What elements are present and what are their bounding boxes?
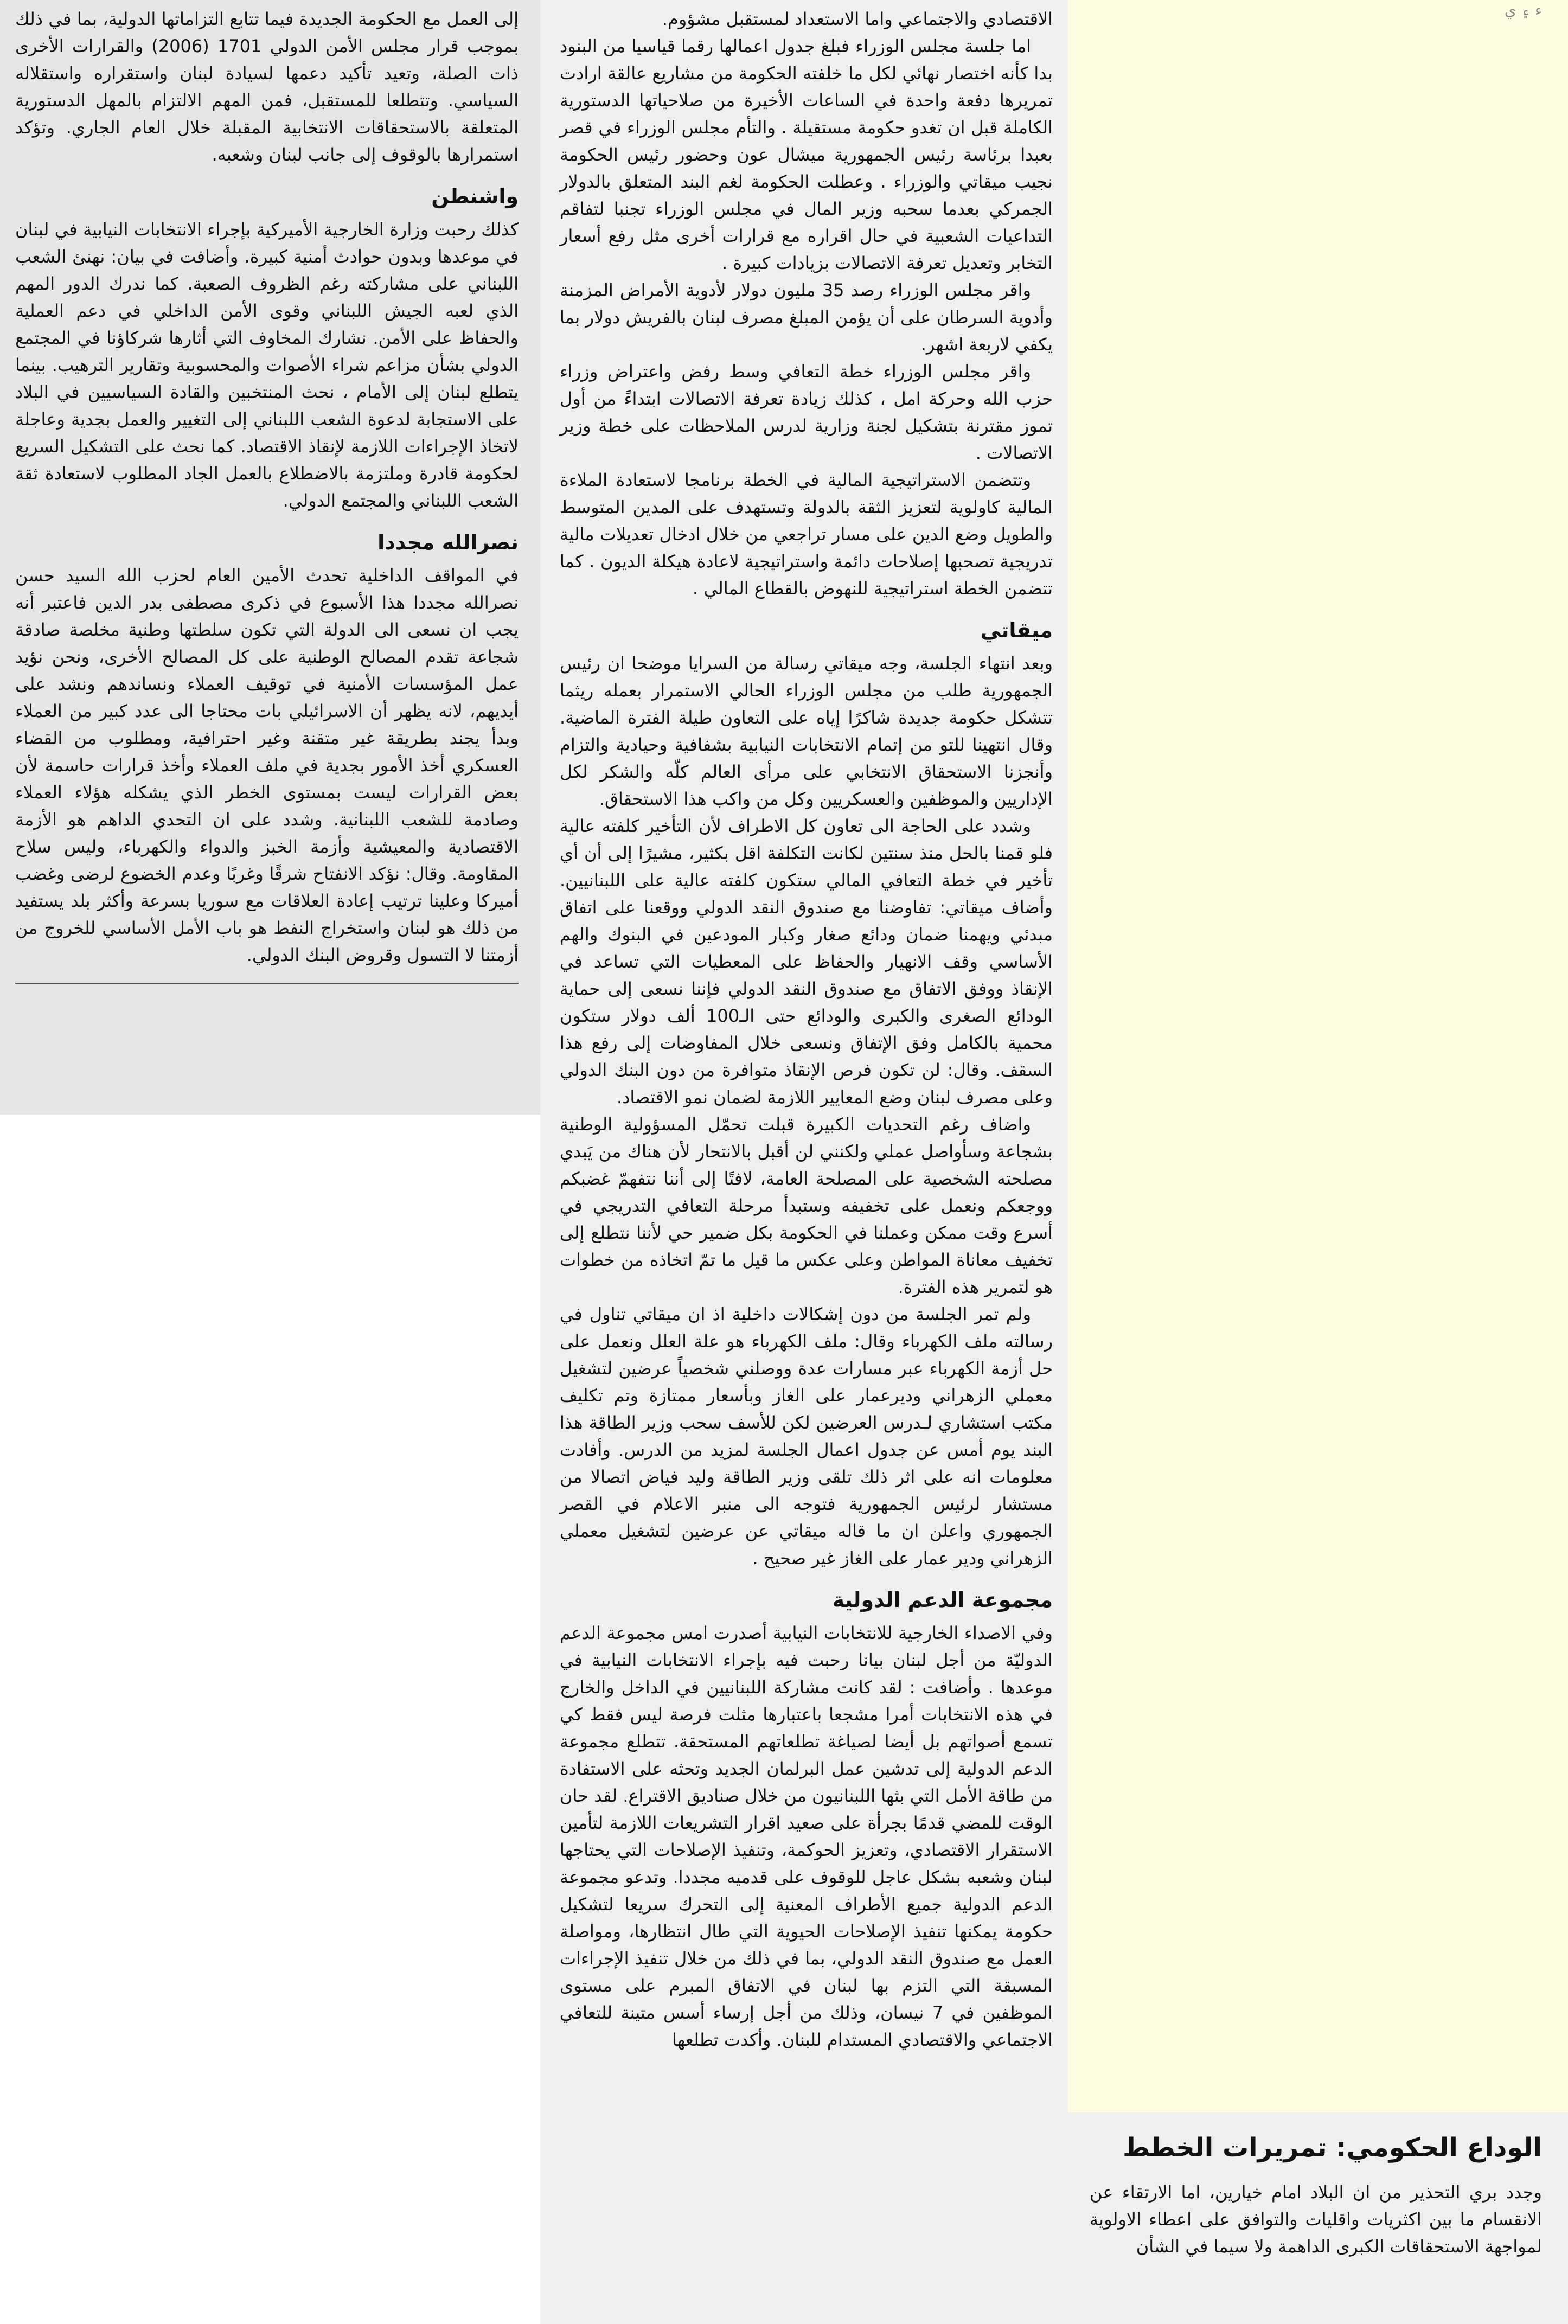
article-title: الوداع الحكومي: تمريرات الخطط <box>1123 2133 1542 2163</box>
left-paragraph-nasrallah: في المواقف الداخلية تحدث الأمين العام لحزب الله السيد حسن نصرالله مجددا هذا الأسبوع في ذكرى مصطفى بدر الدين فاعتبر أنه يجب ان نسعى الى الدولة التي تكون سلطتها وطنية مخلصة صادقة شجاعة تقدم المصالح الوطنية على كل المصالح الأخرى، ونحن نؤيد عمل المؤسسات الأمنية في توقيف العملاء ونساندهم ونشد على أيديهم، لانه يظهر أن الاسرائيلي بات محتاجا الى عدد كبير من العملاء وبدأ يجند بطريقة غير متقنة وغير احترافية، ومطلوب من القضاء العسكري أخذ الأمور بجدية في ملف العملاء وأخذ قرارات حاسمة لأن بعض القرارات ليست بمستوى الخطر الذي يشكله هؤلاء العملاء وصادمة للشعب اللبنانية. وشدد على ان التحدي الداهم هو الأزمة الاقتصادية والمعيشية وأزمة الخبز والدواء والكهرباء، وليس سلاح المقاومة. وقال: نؤكد الانفتاح شرقًا وغربًا وعدم الخضوع لرضى وغضب أميركا وعلينا ترتيب إعادة العلاقات مع سوريا بسرعة وأكثر بلد يستفيد من ذلك هو لبنان واستخراج النفط هو باب الأمل الأساسي للخروج من أزمتنا لا التسول وقروض البنك الدولي. <box>15 565 519 965</box>
subheading-mikati: ميقاتي <box>980 618 1053 642</box>
left-section-washington <box>15 182 519 514</box>
middle-paragraph: واضاف رغم التحديات الكبيرة قبلت تحمّل المسؤولية الوطنية بشجاعة وسأواصل عملي ولكنني لن أقبل بالانتحار لأن هناك من يَبدي مصلحته الشخصية على المصلحة العامة، لافتًا إلى أننا نتفهمّ غضبكم ووجعكم ونعمل على تخفيفه وستبدأ مرحلة التعافي التدريجي في أسرع وقت ممكن وعملنا في الحكومة بكل ضمير حي لأننا نتطلع إلى تخفيف معاناة المواطن وعلى عكس ما قيل ما تمّ اتخاذه من خطوات هو لتمرير هذه الفترة. <box>560 1114 1053 1297</box>
subheading-support-group: مجموعة الدعم الدولية <box>832 1588 1053 1612</box>
middle-paragraph: الاقتصادي والاجتماعي واما الاستعداد لمستقبل مشؤوم. <box>662 9 1053 29</box>
corner-mark: ء ۽ ي <box>1504 1 1542 19</box>
subheading-nasrallah: نصرالله مجددا <box>377 530 519 554</box>
article-lead-paragraph: وجدد بري التحذير من ان البلاد امام خيارين، اما الارتقاء عن الانقسام ما بين اكثريات واقليات والتوافق على اعطاء الاولوية لمواجهة الاستحقاقات الكبرى الداهمة ولا سيما في الشأن <box>1090 2182 1542 2257</box>
right-column-article <box>1068 2112 1568 2324</box>
middle-column <box>540 0 1068 2324</box>
middle-paragraph: ولم تمر الجلسة من دون إشكالات داخلية اذ ان ميقاتي تناول في رسالته ملف الكهرباء وقال: ملف الكهرباء هو علة العلل ونعمل على حل أزمة الكهرباء عبر مسارات عدة ووصلني شخصياً عرضين لتشغيل معملي الزهراني وديرعمار على الغاز وبأسعار ممتازة وتم تكليف مكتب استشاري لـدرس العرضين لكن للأسف سحب وزير الطاقة هذا البند يوم أمس عن جدول اعمال الجلسة لمزيد من الدرس. وأفادت معلومات انه على اثر ذلك تلقى وزير الطاقة وليد فياض اتصالا من مستشار لرئيس الجمهورية فتوجه الى منبر الاعلام في القصر الجمهوري واعلن ان ما قاله ميقاتي عن عرضين لتشغيل معملي الزهراني ودير عمار على الغاز غير صحيح . <box>560 1304 1053 1568</box>
left-paragraph-washington: كذلك رحبت وزارة الخارجية الأميركية بإجراء الانتخابات النيابية في لبنان في موعدها وبدون حوادث أمنية كبيرة. وأضافت في بيان: نهنئ الشعب اللبناني على مشاركته رغم الظروف الصعبة. كما ندرك الدور المهم الذي لعبه الجيش اللبناني وقوى الأمن الداخلي في دعم العملية والحفاظ على الأمن. نشارك المخاوف التي أثارها شركاؤنا في المجتمع الدولي بشأن مزاعم شراء الأصوات والمحسوبية وتقارير الترهيب. بينما يتطلع لبنان إلى الأمام ، نحث المنتخبين والقادة السياسيين في البلاد على الاستجابة لدعوة الشعب اللبناني إلى التغيير والعمل بجدية وعاجلة لاتخاذ الإجراءات اللازمة لإنقاذ الاقتصاد. كما نحث على التشكيل السريع لحكومة قادرة وملتزمة بالاضطلاع بالعمل الجاد المطلوب لاستعادة ثقة الشعب اللبناني والمجتمع الدولي. <box>15 219 519 511</box>
middle-section-support-group <box>560 1586 1053 2053</box>
middle-paragraph: واقر مجلس الوزراء رصد 35 مليون دولار لأدوية الأمراض المزمنة وأدوية السرطان على أن يؤمن المبلغ مصرف لبنان بالفريش دولار بما يكفي لاربعة اشهر. <box>560 280 1053 355</box>
right-column-blank-area <box>1068 0 1568 2112</box>
middle-paragraph: واقر مجلس الوزراء خطة التعافي وسط رفض واعتراض وزراء حزب الله وحركة امل ، كذلك زيادة تعرفة الاتصالات ابتداءً من أول تموز مقترنة بتشكيل لجنة وزارية لدرس الملاحظات على خطة وزير الاتصالات . <box>560 361 1053 463</box>
column-end-rule <box>15 983 519 984</box>
middle-paragraph: وتتضمن الاستراتيجية المالية في الخطة برنامجا لاستعادة الملاءة المالية كاولوية لتعزيز الثقة بالدولة وتستهدف على المدين المتوسط والطويل وضع الدين على مسار تراجعي من خلال ادخال تعديلات مالية تدريجية تصحبها إصلاحات دائمة واستراتيجية لاعادة هيكلة الديون . كما تتضمن الخطة استراتيجية للنهوض بالقطاع المالي . <box>560 470 1053 599</box>
subheading-washington: واشنطن <box>431 184 519 208</box>
middle-section-mikati <box>560 616 1053 1572</box>
left-column <box>0 0 540 1115</box>
middle-paragraph: وفي الاصداء الخارجية للانتخابات النيابية أصدرت امس مجموعة الدعم الدوليّة من أجل لبنان بيانا رحبت فيه بإجراء الانتخابات النيابية في موعدها . وأضافت : لقد كانت مشاركة اللبنانيين في الداخل والخارج في هذه الانتخابات أمرا مشجعا باعتبارها مثلت فرصة ليس فقط كي تسمع أصواتهم بل أيضا لصياغة تطلعاتهم المستحقة. تتطلع مجموعة الدعم الدولية إلى تدشين عمل البرلمان الجديد وتحثه على الاستفادة من طاقة الأمل التي بثها اللبنانيون من خلال صناديق الاقتراع. لقد حان الوقت للمضي قدمًا بجرأة على صعيد اقرار التشريعات اللازمة لتأمين الاستقرار الاقتصادي، وتعزيز الحوكمة، وتنفيذ الإصلاحات التي يحتاجها لبنان وشعبه بشكل عاجل للوقوف على قدميه مجددا. وتدعو مجموعة الدعم الدولية جميع الأطراف المعنية إلى التحرك سريعا لتشكيل حكومة يمكنها تنفيذ الإصلاحات الحيوية التي طال انتظارها، ومواصلة العمل مع صندوق النقد الدولي، بما في ذلك من خلال تنفيذ الإجراءات المسبقة التي التزم بها لبنان في الاتفاق المبرم على مستوى الموظفين في 7 نيسان، وذلك من أجل إرساء أسس متينة للتعافي الاجتماعي والاقتصادي المستدام للبنان. وأكدت تطلعها <box>560 1623 1053 2050</box>
left-paragraph-un: إلى العمل مع الحكومة الجديدة فيما تتابع التزاماتها الدولية، بما في ذلك بموجب قرار مجلس الأمن الدولي 1701 (2006) والقرارات الأخرى ذات الصلة، وتعيد تأكيد دعمها لسيادة لبنان واستقراره واستقلاله السياسي. وتتطلعا للمستقبل، فمن المهم الالتزام بالمهل الدستورية المتعلقة بالاستحقاقات الانتخابية المقبلة خلال العام الجاري. وتؤكد استمرارها بالوقوف إلى جانب لبنان وشعبه. <box>15 9 519 165</box>
left-section-nasrallah <box>15 528 519 969</box>
middle-section-cabinet <box>560 5 1053 602</box>
middle-paragraph: اما جلسة مجلس الوزراء فبلغ جدول اعمالها رقما قياسيا من البنود بدا كأنه اختصار نهائي لكل ما خلفته الحكومة من مشاريع عالقة ارادت تمريرها دفعة واحدة في الساعات الأخيرة من صلاحياتها الدستورية الكاملة قبل ان تغدو حكومة مستقيلة . والتأم مجلس الوزراء في قصر بعبدا برئاسة رئيس الجمهورية ميشال عون وحضور رئيس الحكومة نجيب ميقاتي والوزراء . وعطلت الحكومة لغم البند المتعلق بالدولار الجمركي بعدما سحبه وزير المال في مجلس الوزراء تجنبا لتفاقم التداعيات الشعبية في حال اقراره مع قرارات أخرى مثل رفع أسعار التخابر وتعديل تعرفة الاتصالات بزيادات كبيرة . <box>560 36 1053 273</box>
left-section-intro <box>15 5 519 168</box>
middle-paragraph: وبعد انتهاء الجلسة، وجه ميقاتي رسالة من السرايا موضحا ان رئيس الجمهورية طلب من مجلس الوزراء الحالي الاستمرار بعمله ريثما تتشكل حكومة جديدة شاكرًا إياه على التعاون طيلة الفترة الماضية. وقال انتهينا للتو من إتمام الانتخابات النيابية بشفافية وحيادية والتزام وأنجزنا الاستحقاق الانتخابي على مرأى العالم كلّه والشكر لكل الإداريين والموظفين والعسكريين وكل من واكب هذا الاستحقاق. <box>560 653 1053 809</box>
middle-paragraph: وشدد على الحاجة الى تعاون كل الاطراف لأن التأخير كلفته عالية فلو قمنا بالحل منذ سنتين لكانت التكلفة اقل بكثير، مشيرًا إلى أن أي تأخير في خطة التعافي المالي ستكون كلفته عالية على اللبنانيين. وأضاف ميقاتي: تفاوضنا مع صندوق النقد الدولي ووقعنا على اتفاق مبدئي ويهمنا ضمان ودائع صغار وكبار المودعين في البنوك والهم الأساسي وقف الانهيار والحفاظ على المعطيات التي تساعد في الإنقاذ ووفق الاتفاق مع صندوق النقد الدولي فإننا نسعى إلى حماية الودائع الصغرى والكبرى والودائع حتى الـ100 ألف دولار ستكون محمية بالكامل وفق الإتفاق ونسعى خلال المفاوضات إلى رفع هذا السقف. وقال: لن تكون فرص الإنقاذ متوافرة من دون البنك الدولي وعلى مصرف لبنان وضع المعايير اللازمة لضمان نمو الاقتصاد. <box>560 816 1053 1107</box>
